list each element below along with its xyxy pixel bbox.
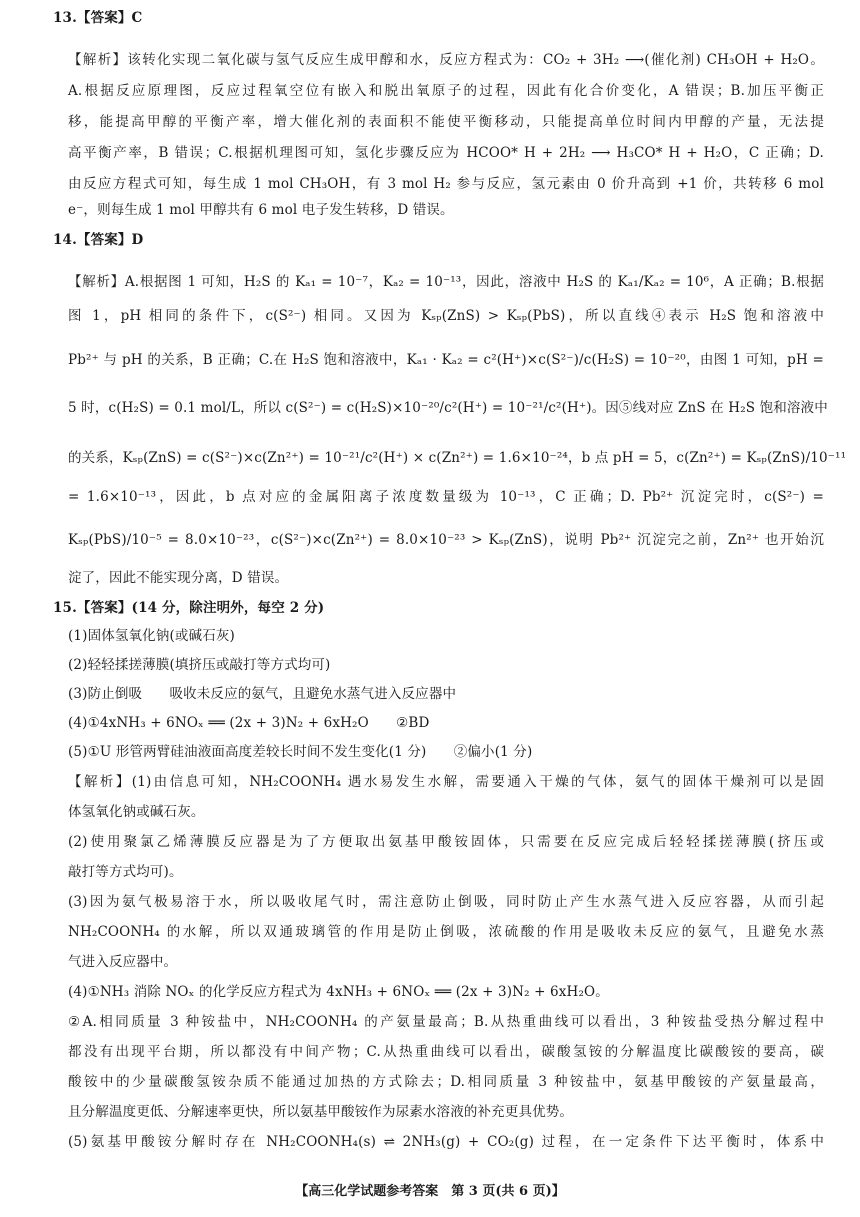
q13-line-3: 移，能提高甲醇的平衡产率，增大催化剂的表面积不能使平衡移动，只能提高单位时间内甲醇的产量，无法提 bbox=[68, 114, 824, 130]
page-footer: 【高三化学试题参考答案 第 3 页(共 6 页)】 bbox=[295, 1184, 565, 1199]
q15-heading: 15.【答案】(14 分，除注明外，每空 2 分) bbox=[53, 600, 325, 616]
q15-answer-5: (5)①U 形管两臂硅油液面高度差较长时间不发生变化(1 分) ②偏小(1 分) bbox=[68, 744, 533, 760]
q13-line-4: 高平衡产率，B 错误；C.根据机理图可知，氢化步骤反应为 HCOO* H + 2H₂ ⟶ H₃CO* H + H₂O，C 正确；D. bbox=[68, 145, 824, 161]
q15-analysis-9: ②A.相同质量 3 种铵盐中，NH₂COONH₄ 的产氨量最高；B.从热重曲线可以看出，3 种铵盐受热分解过程中 bbox=[68, 1014, 824, 1030]
q13-line-5: 由反应方程式可知，每生成 1 mol CH₃OH，有 3 mol H₂ 参与反应，氢元素由 0 价升高到 +1 价，共转移 6 mol bbox=[68, 176, 824, 192]
q14-line-2: 图 1，pH 相同的条件下，c(S²⁻) 相同。又因为 Kₛₚ(ZnS) > Kₛₚ(PbS)，所以直线④表示 H₂S 饱和溶液中 bbox=[68, 308, 824, 324]
q15-analysis-10: 都没有出现平台期，所以都没有中间产物；C.从热重曲线可以看出，碳酸氢铵的分解温度比碳酸铵的要高，碳 bbox=[68, 1044, 824, 1060]
q13-heading: 13.【答案】C bbox=[53, 10, 143, 26]
q15-analysis-5: (3)因为氨气极易溶于水，所以吸收尾气时，需注意防止倒吸，同时防止产生水蒸气进入反应容器，从而引起 bbox=[68, 894, 824, 910]
q14-line-1: 【解析】A.根据图 1 可知，H₂S 的 Kₐ₁ = 10⁻⁷，Kₐ₂ = 10⁻¹³，因此，溶液中 H₂S 的 Kₐ₁/Kₐ₂ = 10⁶，A 正确；B.根据 bbox=[68, 274, 824, 290]
q15-analysis-7: 气进入反应器中。 bbox=[68, 954, 178, 970]
q14-line-3: Pb²⁺ 与 pH 的关系，B 正确；C.在 H₂S 饱和溶液中，Kₐ₁ · Kₐ₂ = c²(H⁺)×c(S²⁻)/c(H₂S) = 10⁻²⁰，由图 1 可知，pH = bbox=[68, 352, 824, 368]
q15-answer-3: (3)防止倒吸 吸收未反应的氨气，且避免水蒸气进入反应器中 bbox=[68, 686, 457, 702]
q15-analysis-4: 敲打等方式均可)。 bbox=[68, 864, 183, 880]
q15-analysis-6: NH₂COONH₄ 的水解，所以双通玻璃管的作用是防止倒吸，浓硫酸的作用是吸收未反应的氨气，且避免水蒸 bbox=[68, 924, 824, 940]
q15-analysis-12: 且分解温度更低、分解速率更快，所以氨基甲酸铵作为尿素水溶液的补充更具优势。 bbox=[68, 1104, 574, 1120]
q14-line-4: 5 时，c(H₂S) = 0.1 mol/L，所以 c(S²⁻) = c(H₂S)×10⁻²⁰/c²(H⁺) = 10⁻²¹/c²(H⁺)。因⑤线对应 ZnS 在 H₂S 饱和溶液中 bbox=[68, 400, 828, 416]
q15-analysis-2: 体氢氧化钠或碱石灰。 bbox=[68, 804, 205, 820]
q13-line-2: A.根据反应原理图，反应过程氧空位有嵌入和脱出氧原子的过程，因此有化合价变化，A 错误；B.加压平衡正 bbox=[68, 83, 824, 99]
q15-answer-4: (4)①4xNH₃ + 6NOₓ ══ (2x + 3)N₂ + 6xH₂O ②BD bbox=[68, 715, 430, 731]
q15-analysis-13: (5)氨基甲酸铵分解时存在 NH₂COONH₄(s) ⇌ 2NH₃(g) + CO₂(g) 过程，在一定条件下达平衡时，体系中 bbox=[68, 1134, 824, 1150]
q15-analysis-8: (4)①NH₃ 消除 NOₓ 的化学反应方程式为 4xNH₃ + 6NOₓ ══ (2x + 3)N₂ + 6xH₂O。 bbox=[68, 984, 609, 1000]
q14-heading: 14.【答案】D bbox=[53, 232, 144, 248]
q14-line-7: Kₛₚ(PbS)/10⁻⁵ = 8.0×10⁻²³，c(S²⁻)×c(Zn²⁺) = 8.0×10⁻²³ > Kₛₚ(ZnS)，说明 Pb²⁺ 沉淀完之前，Zn²⁺ 也开始沉 bbox=[68, 532, 824, 548]
q14-line-5: 的关系，Kₛₚ(ZnS) = c(S²⁻)×c(Zn²⁺) = 10⁻²¹/c²(H⁺) × c(Zn²⁺) = 1.6×10⁻²⁴，b 点 pH = 5，c(Zn²⁺) = Kₛₚ(ZnS)/10⁻¹¹ bbox=[68, 450, 847, 466]
q14-line-6: = 1.6×10⁻¹³，因此，b 点对应的金属阳离子浓度数量级为 10⁻¹³，C 正确；D. Pb²⁺ 沉淀完时，c(S²⁻) = bbox=[68, 489, 824, 505]
q13-line-6: e⁻，则每生成 1 mol 甲醇共有 6 mol 电子发生转移，D 错误。 bbox=[68, 202, 454, 218]
q15-analysis-1: 【解析】(1)由信息可知，NH₂COONH₄ 遇水易发生水解，需要通入干燥的气体，氨气的固体干燥剂可以是固 bbox=[68, 774, 824, 790]
q13-line-1: 【解析】该转化实现二氧化碳与氢气反应生成甲醇和水，反应方程式为：CO₂ + 3H₂ ⟶(催化剂) CH₃OH + H₂O。 bbox=[68, 52, 824, 68]
q15-answer-1: (1)固体氢氧化钠(或碱石灰) bbox=[68, 628, 235, 644]
q14-line-8: 淀了，因此不能实现分离，D 错误。 bbox=[68, 570, 289, 586]
q15-answer-2: (2)轻轻揉搓薄膜(填挤压或敲打等方式均可) bbox=[68, 657, 331, 673]
q15-analysis-3: (2)使用聚氯乙烯薄膜反应器是为了方便取出氨基甲酸铵固体，只需要在反应完成后轻轻揉搓薄膜(挤压或 bbox=[68, 834, 824, 850]
q15-analysis-11: 酸铵中的少量碳酸氢铵杂质不能通过加热的方式除去；D.相同质量 3 种铵盐中，氨基甲酸铵的产氨量最高， bbox=[68, 1074, 824, 1090]
